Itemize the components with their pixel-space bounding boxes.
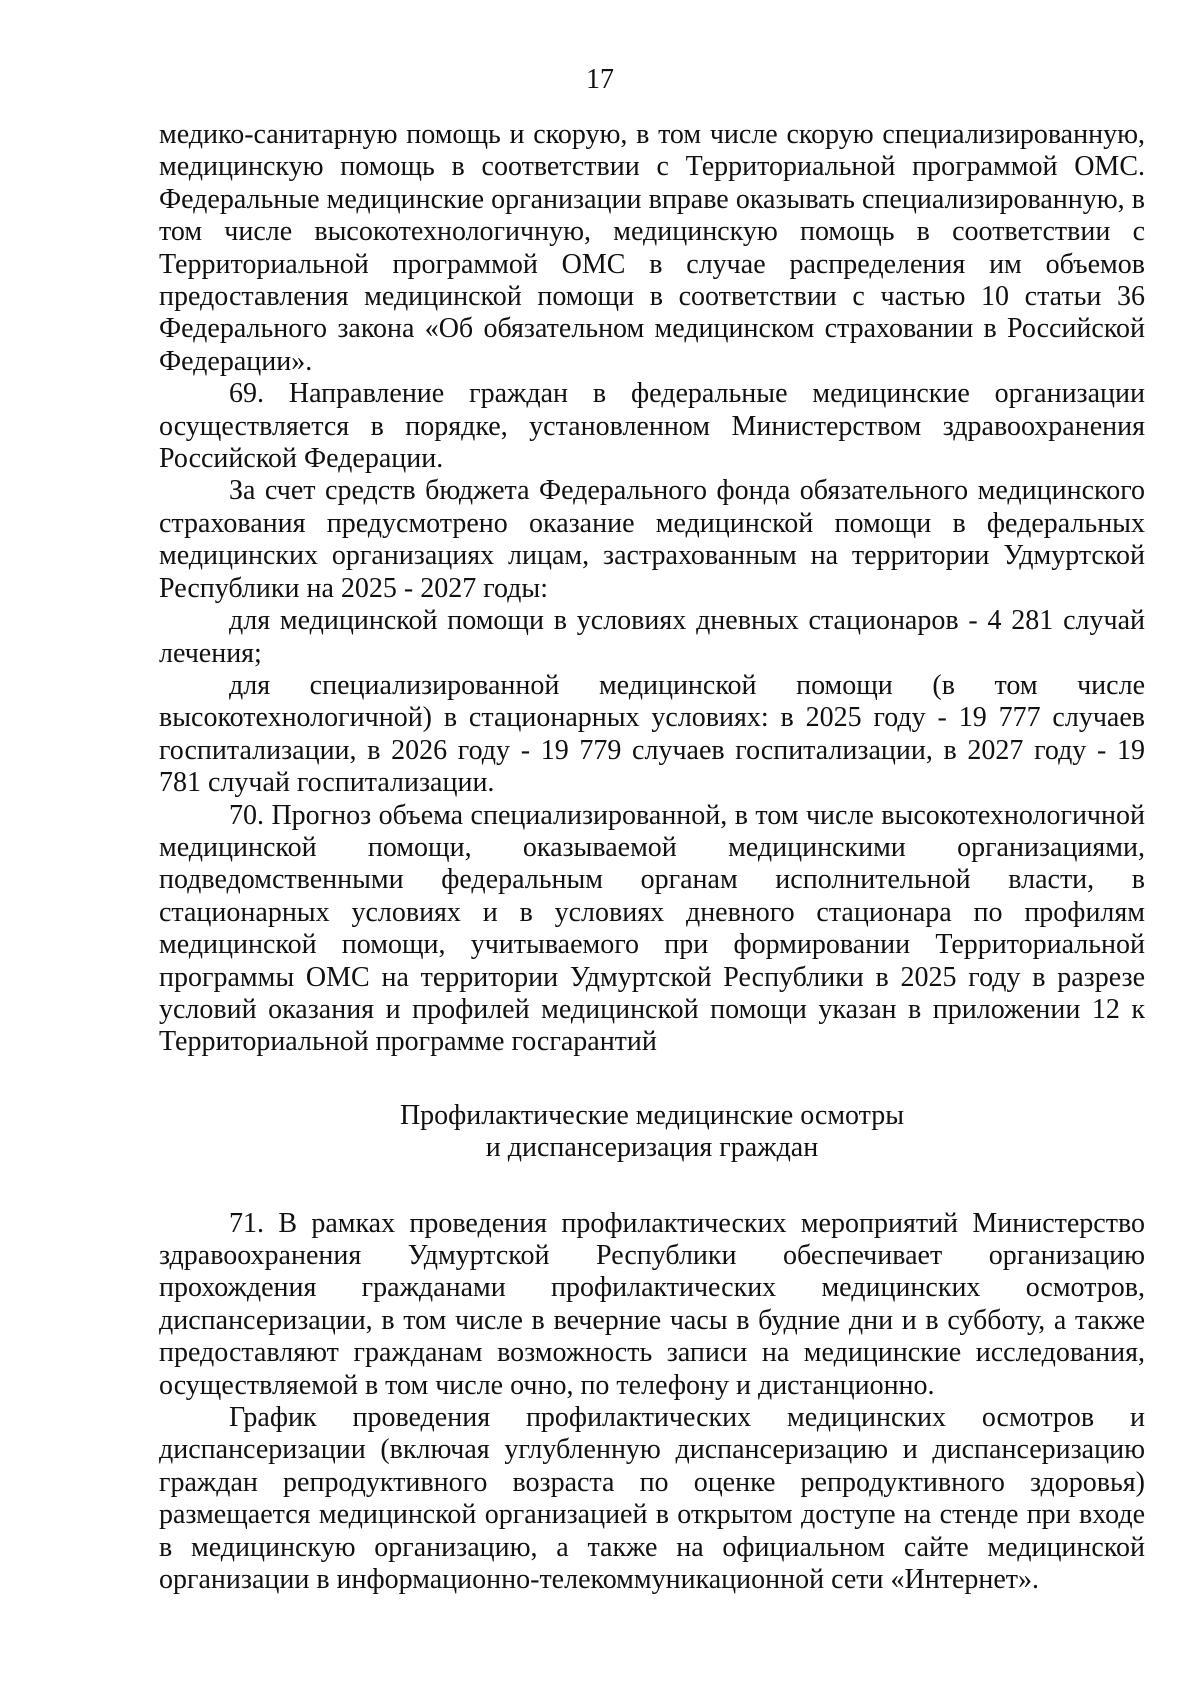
page-number: 17	[586, 64, 614, 95]
section-heading	[159, 1100, 1145, 1165]
paragraph-71: 71. В рамках проведения профилактических мероприятий Министерство здравоохранения Удмуртской Республики обеспечивает организацию прохождения гражданами профилактических медицинских осмотров, диспансеризации, в том числе в вечерние часы в будние дни и в субботу, а также предоставляют гражданам возможность записи на медицинские исследования, осуществляемой в том числе очно, по телефону и дистанционно.	[159, 1207, 1145, 1401]
paragraph-specialized-care: для специализированной медицинской помощи (в том числе высокотехнологичной) в стационарных условиях: в 2025 году - 19 777 случаев госпитализации, в 2026 году - 19 779 случаев госпитализации, в 2027 году - 19 781 случай госпитализации.	[159, 669, 1145, 799]
paragraph-schedule: График проведения профилактических медицинских осмотров и диспансеризации (включая углубленную диспансеризацию и диспансеризацию граждан репродуктивного возраста по оценке репродуктивного здоровья) размещается медицинской организацией в открытом доступе на стенде при входе в медицинскую организацию, а также на официальном сайте медицинской организации в информационно-телекоммуникационной сети «Интернет».	[159, 1402, 1145, 1596]
paragraph-continuation: медико-санитарную помощь и скорую, в том числе скорую специализированную, медицинскую помощь в соответствии с Территориальной программой ОМС. Федеральные медицинские организации вправе оказывать специализированную, в том числе высокотехнологичную, медицинскую помощь в соответствии с Территориальной программой ОМС в случае распределения им объемов предоставления медицинской помощи в соответствии с частью 10 статьи 36 Федерального закона «Об обязательном медицинском страховании в Российской Федерации».	[159, 119, 1145, 377]
document-body	[159, 119, 1145, 1596]
section-heading-line-1: Профилактические медицинские осмотры	[399, 1099, 905, 1131]
paragraph-day-hospital: для медицинской помощи в условиях дневных стационаров - 4 281 случай лечения;	[159, 605, 1145, 669]
section-heading-line-2: и диспансеризация граждан	[485, 1132, 819, 1164]
paragraph-70: 70. Прогноз объема специализированной, в том числе высокотехнологичной медицинской помощи, оказываемой медицинскими организациями, подведомственными федеральным органам исполнительной власти, в стационарных условиях и в условиях дневного стационара по профилям медицинской помощи, учитываемого при формировании Территориальной программы ОМС на территории Удмуртской Республики в 2025 году в разрезе условий оказания и профилей медицинской помощи указан в приложении 12 к Территориальной программе госгарантий	[159, 799, 1145, 1058]
paragraph-69: 69. Направление граждан в федеральные медицинские организации осуществляется в порядке, установленном Министерством здравоохранения Российской Федерации.	[159, 378, 1145, 475]
paragraph-ffoms-funding: За счет средств бюджета Федерального фонда обязательного медицинского страхования предусмотрено оказание медицинской помощи в федеральных медицинских организациях лицам, застрахованным на территории Удмуртской Республики на 2025 - 2027 годы:	[159, 475, 1145, 604]
